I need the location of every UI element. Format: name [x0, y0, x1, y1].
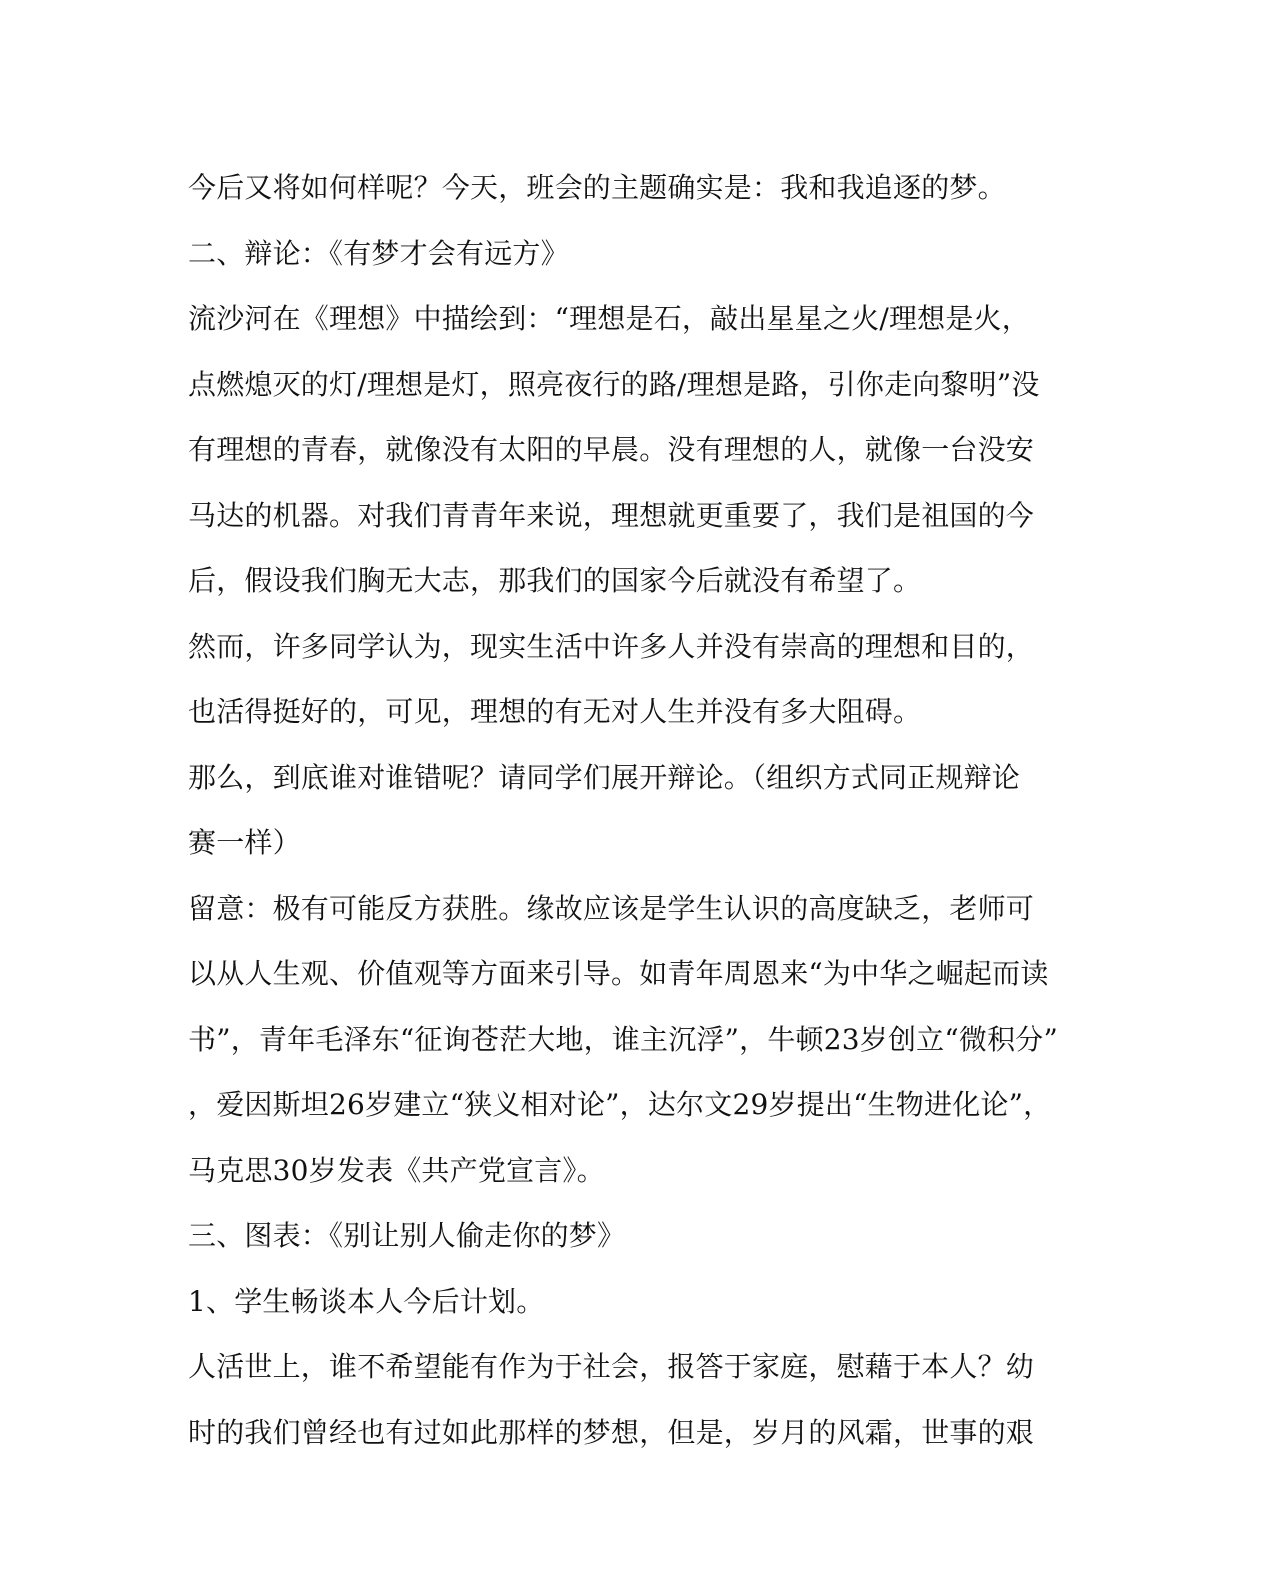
text-line: 人活世上，谁不希望能有作为于社会，报答于家庭，慰藉于本人？幼	[188, 1350, 1035, 1383]
text-line: 后，假设我们胸无大志，那我们的国家今后就没有希望了。	[188, 564, 922, 597]
text-line: 时的我们曾经也有过如此那样的梦想，但是，岁月的风霜，世事的艰	[188, 1415, 1035, 1449]
text-line: 马克思30岁发表《共产党宣言》。	[188, 1153, 605, 1187]
document-body	[188, 155, 1068, 1465]
text-line: 点燃熄灭的灯/理想是灯，照亮夜行的路/理想是路，引你走向黎明”没	[188, 367, 1040, 401]
text-line: 1、学生畅谈本人今后计划。	[188, 1284, 545, 1318]
section-heading: 三、图表：《别让别人偷走你的梦》	[188, 1219, 626, 1252]
text-line: 马达的机器。对我们青青年来说，理想就更重要了，我们是祖国的今	[188, 498, 1035, 532]
text-line: 流沙河在《理想》中描绘到：“理想是石，敲出星星之火/理想是火，	[188, 302, 1030, 335]
text-line: 今后又将如何样呢？今天，班会的主题确实是：我和我追逐的梦。	[188, 171, 1006, 204]
text-line: 书”，青年毛泽东“征询苍茫大地，谁主沉浮”，牛顿23岁创立“微积分”	[188, 1022, 1059, 1056]
text-line: 留意：极有可能反方获胜。缘故应该是学生认识的高度缺乏，老师可	[188, 891, 1035, 925]
text-line: 那么，到底谁对谁错呢？请同学们展开辩论。（组织方式同正规辩论	[188, 760, 1021, 794]
text-line: 以从人生观、价值观等方面来引导。如青年周恩来“为中华之崛起而读	[188, 957, 1049, 990]
text-line: 赛一样）	[188, 826, 301, 859]
text-line: 有理想的青春，就像没有太阳的早晨。没有理想的人，就像一台没安	[188, 433, 1035, 466]
text-line: 也活得挺好的，可见，理想的有无对人生并没有多大阻碍。	[188, 695, 922, 728]
text-line: ，爱因斯坦26岁建立“狭义相对论”，达尔文29岁提出“生物进化论”，	[188, 1088, 1052, 1121]
text-line: 然而，许多同学认为，现实生活中许多人并没有崇高的理想和目的，	[188, 629, 1035, 663]
section-heading: 二、辩论：《有梦才会有远方》	[188, 236, 569, 270]
